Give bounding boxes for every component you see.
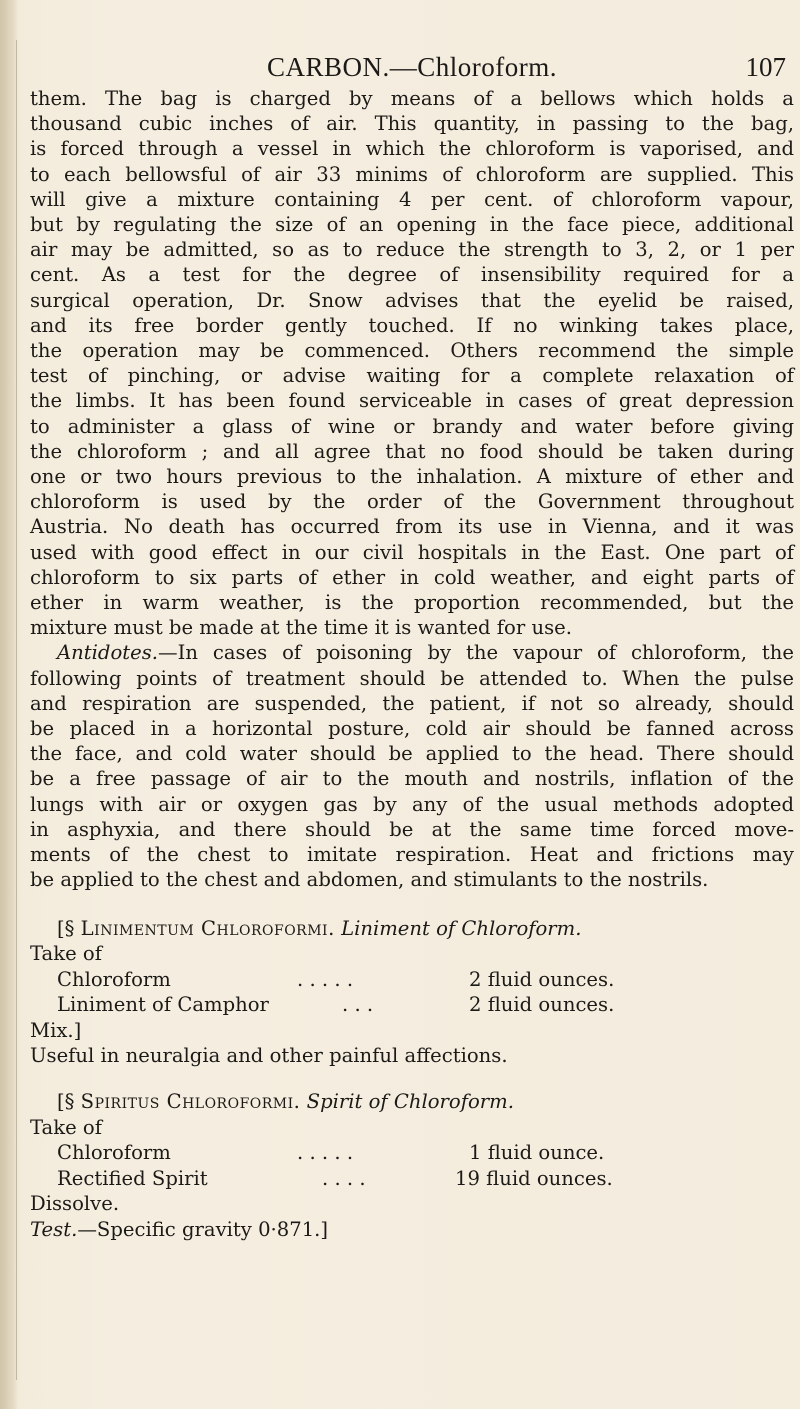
- text-line: the limbs. It has been found serviceable in cases of great depression: [30, 389, 794, 413]
- leader-dots: . . .: [342, 993, 374, 1017]
- paragraph-antidotes: [30, 640, 794, 892]
- text-line: and its free border gently touched. If no winking takes place,: [30, 313, 794, 337]
- ingredient-row: [30, 992, 794, 1018]
- text-line: and respiration are suspended, the patient, if not so already, should: [30, 691, 794, 715]
- antidotes-heading: Antidotes.: [57, 641, 159, 665]
- text-line: will give a mixture containing 4 per cent. of chloroform vapour,: [30, 187, 794, 211]
- recipe-heading: [30, 1089, 794, 1115]
- text-line: but by regulating the size of an opening in the face piece, additional: [30, 213, 794, 237]
- ingredient-row: [30, 1140, 794, 1166]
- text-line: used with good effect in our civil hospitals in the East. One part of: [30, 540, 794, 564]
- text-line: to each bellowsful of air 33 minims of chloroform are supplied. This: [30, 162, 794, 186]
- ingredient-row: [30, 967, 794, 993]
- text-line: cent. As a test for the degree of insensibility required for a: [30, 263, 794, 287]
- ingredient-quantity: 2 fluid ounces.: [469, 993, 615, 1017]
- bracket-section-mark: [§: [57, 916, 81, 940]
- test-text: —Specific gravity 0·871.]: [77, 1218, 329, 1242]
- text-line: ments of the chest to imitate respiration. Heat and frictions may: [30, 843, 794, 867]
- ingredient-name: Chloroform: [57, 967, 171, 991]
- text-line: is forced through a vessel in which the chloroform is vaporised, and: [30, 137, 794, 161]
- text-line: Austria. No death has occurred from its use in Vienna, and it was: [30, 515, 794, 539]
- leader-dots: . . . . .: [297, 967, 354, 991]
- ingredient-name: Chloroform: [57, 1141, 171, 1165]
- recipe-use: Useful in neuralgia and other painful affections.: [30, 1044, 508, 1068]
- test-label: Test.: [30, 1218, 78, 1242]
- recipe-liniment: [30, 916, 794, 1070]
- text-line: be a free passage of air to the mouth and nostrils, inflation of the: [30, 767, 794, 791]
- page-number: 107: [745, 52, 786, 82]
- recipe-direction: Mix.]: [30, 1018, 82, 1042]
- text-line: test of pinching, or advise waiting for a complete relaxation of: [30, 364, 794, 388]
- text-line: to administer a glass of wine or brandy and water before giving: [30, 414, 794, 438]
- text-line: in asphyxia, and there should be at the same time forced move-: [30, 817, 794, 841]
- leader-dots: . . . . .: [297, 1141, 354, 1165]
- text-line: the operation may be commenced. Others recommend the simple: [30, 339, 794, 363]
- spacer: [30, 1069, 794, 1089]
- ingredient-name: Liniment of Camphor: [57, 993, 269, 1017]
- page-body: [30, 86, 794, 1243]
- text-line: be applied to the chest and abdomen, and stimulants to the nostrils.: [30, 868, 709, 892]
- text-line: the face, and cold water should be applied to the head. There should: [30, 742, 794, 766]
- ingredient-row: [30, 1166, 794, 1192]
- antidotes-first-line: —In cases of poisoning by the vapour of chloroform, the: [158, 641, 794, 665]
- text-line: chloroform to six parts of ether in cold weather, and eight parts of: [30, 565, 794, 589]
- recipe-direction: Dissolve.: [30, 1192, 120, 1216]
- running-head: CARBON.—Chloroform.: [266, 52, 557, 82]
- ingredient-quantity: 2 fluid ounces.: [469, 967, 615, 991]
- spacer: [30, 893, 794, 916]
- ingredient-quantity: 19 fluid ounces.: [455, 1166, 613, 1190]
- text-line: ether in warm weather, is the proportion recommended, but the: [30, 591, 794, 615]
- text-line: following points of treatment should be attended to. When the pulse: [30, 666, 794, 690]
- leader-dots: . . . .: [322, 1166, 366, 1190]
- latin-name: Spiritus Chloroformi.: [80, 1090, 301, 1114]
- recipe-heading: [30, 916, 794, 942]
- bracket-section-mark: [§: [57, 1090, 81, 1114]
- english-name: Liniment of Chloroform.: [341, 916, 582, 940]
- text-line: be placed in a horizontal posture, cold air should be fanned across: [30, 717, 794, 741]
- recipe-test: [30, 1217, 794, 1243]
- english-name: Spirit of Chloroform.: [306, 1090, 514, 1114]
- ingredient-quantity: 1 fluid ounce.: [469, 1141, 605, 1165]
- text-line: thousand cubic inches of air. This quantity, in passing to the bag,: [30, 112, 794, 136]
- text-line: [30, 640, 794, 665]
- take-of: Take of: [30, 1115, 102, 1139]
- text-line: chloroform is used by the order of the Government throughout: [30, 490, 794, 514]
- gutter-line: [16, 40, 17, 1380]
- text-line: air may be admitted, so as to reduce the strength to 3, 2, or 1 per: [30, 238, 794, 262]
- text-line: one or two hours previous to the inhalation. A mixture of ether and: [30, 465, 794, 489]
- recipe-spirit: [30, 1089, 794, 1243]
- latin-name: Linimentum Chloroformi.: [80, 916, 335, 940]
- text-line: surgical operation, Dr. Snow advises that the eyelid be raised,: [30, 288, 794, 312]
- ingredient-name: Rectified Spirit: [57, 1166, 208, 1190]
- text-line: the chloroform ; and all agree that no food should be taken during: [30, 439, 794, 463]
- text-line: mixture must be made at the time it is wanted for use.: [30, 616, 572, 640]
- text-line: lungs with air or oxygen gas by any of the usual methods adopted: [30, 792, 794, 816]
- text-line: them. The bag is charged by means of a bellows which holds a: [30, 87, 794, 110]
- paragraph-inhaler: [30, 86, 794, 640]
- page-header: [30, 52, 794, 86]
- take-of: Take of: [30, 942, 102, 966]
